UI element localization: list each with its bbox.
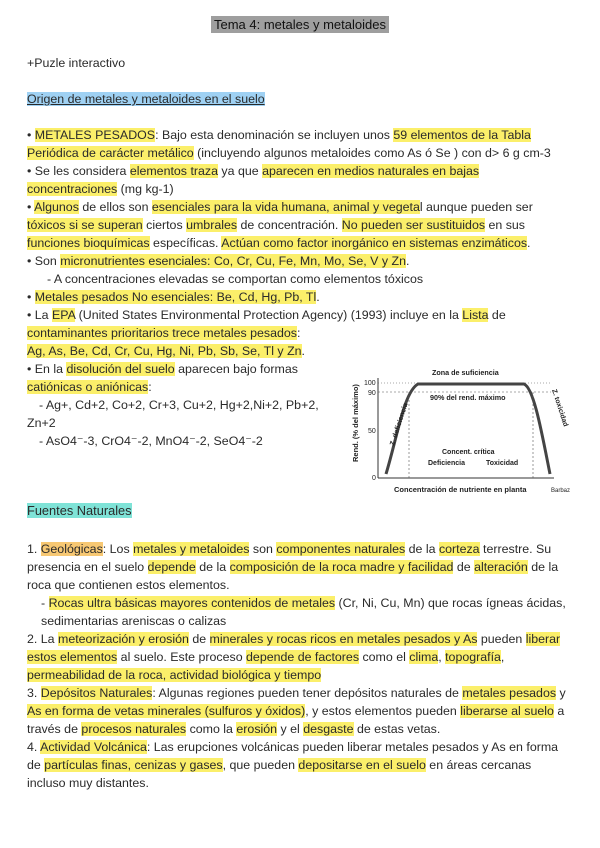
section-heading-fuentes: Fuentes Naturales — [27, 503, 132, 518]
paragraph-cationes: - Ag+, Cd+2, Co+2, Cr+3, Cu+2, Hg+2,Ni+2, Pb+2, Zn+2 — [27, 398, 319, 430]
figure-toxicidad: Toxicidad — [486, 460, 519, 467]
paragraph-micronutrientes: • Son micronutrientes esenciales: Co, Cr, Cu, Fe, Mn, Mo, Se, V y Zn. — [27, 254, 410, 268]
figure-ytick-90: 90 — [368, 390, 376, 397]
section-heading-origin: Origen de metales y metaloides en el suelo — [27, 92, 265, 106]
figure-credit: Barbaz — [551, 488, 571, 494]
paragraph-no-esenciales: • Metales pesados No esenciales: Be, Cd, Hg, Pb, Tl. — [27, 290, 320, 304]
figure-deficiencia: Deficiencia — [428, 460, 465, 467]
paragraph-volcanica: 4. Actividad Volcánica: Las erupciones volcánicas pueden liberar metales pesados y As en forma de partículas finas, cenizas y gases, que pueden depositarse en el suelo en áreas cercanas incluso muy distantes. — [27, 740, 559, 790]
figure-ytick-50: 50 — [368, 428, 376, 435]
paragraph-esenciales: • Algunos de ellos son esenciales para la vida humana, animal y vegetal aunque pueden ser tóxicos si se superan ciertos umbrales de concentración. No pueden ser sustituidos en sus funciones bioquímicas específicas. Actúan como factor inorgánico en sistemas enzimáticos. — [27, 200, 533, 250]
paragraph-epa: • La EPA (United States Environmental Protection Agency) (1993) incluye en la Lista de contaminantes prioritarios trece metales pesados: Ag, As, Be, Cd, Cr, Cu, Hg, Ni, Pb, Sb, Se, Tl y Zn. — [27, 308, 506, 358]
nutrient-response-figure — [346, 364, 578, 498]
figure-zona-deficiencia: Z. deficiencia — [389, 402, 410, 447]
figure-zona-suficiencia: Zona de suficiencia — [432, 368, 499, 377]
figure-ytick-100: 100 — [364, 380, 376, 387]
figure-ytick-0: 0 — [372, 475, 376, 482]
figure-rend-maximo: 90% del rend. máximo — [430, 393, 506, 402]
figure-concent-critica: Concent. crítica — [442, 449, 495, 456]
puzzle-link[interactable]: +Puzle interactivo — [27, 56, 126, 70]
paragraph-depositos: 3. Depósitos Naturales: Algunas regiones pueden tener depósitos naturales de metales pesados y As en forma de vetas minerales (sulfuros y óxidos), y estos elementos pueden liberarse al suelo a través de procesos naturales como la erosión y el desgaste de estas vetas. — [27, 686, 566, 736]
page-title: Tema 4: metales y metaloides — [211, 16, 389, 33]
fuentes-paragraphs — [27, 540, 567, 792]
figure-zona-toxicidad: Z. toxicidad — [550, 388, 569, 428]
paragraph-aniones: - AsO4⁻-3, CrO4⁻-2, MnO4⁻-2, SeO4⁻-2 — [39, 434, 263, 448]
paragraph-elementos-traza: • Se les considera elementos traza ya que aparecen en medios naturales en bajas concentraciones (mg kg-1) — [27, 164, 480, 196]
paragraph-meteorizacion: 2. La meteorización y erosión de minerales y rocas ricos en metales pesados y As pueden liberar estos elementos al suelo. Este proceso depende de factores como el clima, topografía, permeabilidad de la roca, actividad biológica y tiempo — [27, 632, 561, 682]
section-origin — [27, 90, 265, 108]
paragraph-micronutrientes-sub: - A concentraciones elevadas se comportan como elementos tóxicos — [47, 272, 424, 286]
paragraph-metales-pesados: • METALES PESADOS: Bajo esta denominación se incluyen unos 59 elementos de la Tabla Periódica de carácter metálico (incluyendo algunos metaloides como As ó Se ) con d> 6 g cm-3 — [27, 128, 551, 160]
paragraph-disolucion: • En la disolución del suelo aparecen bajo formas catiónicas o aniónicas: — [27, 362, 298, 394]
paragraph-geologicas: 1. Geológicas: Los metales y metaloides son componentes naturales de la corteza terrestre. Su presencia en el suelo depende de la composición de la roca madre y facilidad de alteración de la roca que contienen estos elementos. — [27, 542, 559, 592]
paragraph-rocas-ultrabasicas: - Rocas ultra básicas mayores contenidos de metales (Cr, Ni, Cu, Mn) que rocas ígneas ácidas, sedimentarias areniscas o calizas — [41, 596, 566, 628]
figure-xlabel: Concentración de nutriente en planta — [394, 485, 527, 494]
section-fuentes — [27, 502, 132, 520]
figure-ylabel: Rend. (% del máximo) — [351, 384, 360, 462]
